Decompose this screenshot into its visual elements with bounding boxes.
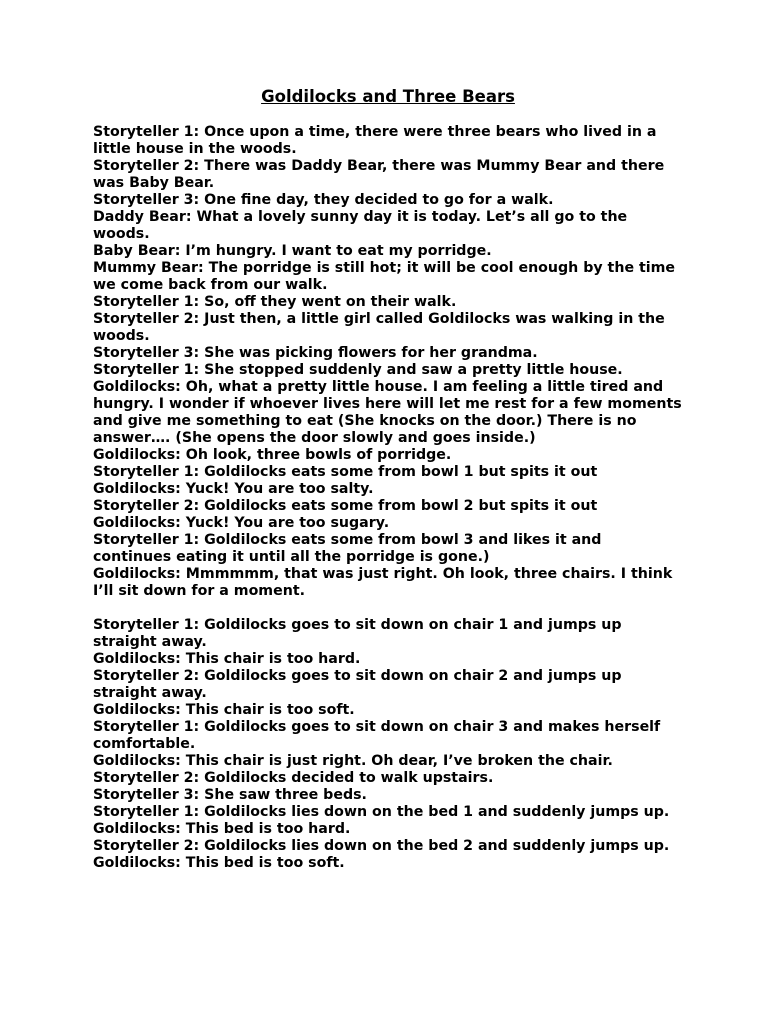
script-line: Mummy Bear: The porridge is still hot; it will be cool enough by the time we come back from our walk. <box>93 260 676 293</box>
script-line: Goldilocks: This chair is just right. Oh dear, I’ve broken the chair. <box>93 753 613 769</box>
script-line: Storyteller 3: She saw three beds. <box>93 787 367 803</box>
script-body <box>93 124 683 872</box>
script-line: Storyteller 1: Goldilocks goes to sit down on chair 3 and makes herself comfortable. <box>93 719 661 752</box>
script-line: Baby Bear: I’m hungry. I want to eat my porridge. <box>93 243 492 259</box>
script-line: Storyteller 1: Goldilocks goes to sit down on chair 1 and jumps up straight away. <box>93 617 622 650</box>
script-line: Daddy Bear: What a lovely sunny day it is today. Let’s all go to the woods. <box>93 209 628 242</box>
script-line: Storyteller 1: So, off they went on their walk. <box>93 294 457 310</box>
script-line: Storyteller 2: Goldilocks lies down on the bed 2 and suddenly jumps up. <box>93 838 670 854</box>
script-line: Storyteller 1: She stopped suddenly and saw a pretty little house. <box>93 362 623 378</box>
script-line: Storyteller 2: Goldilocks goes to sit down on chair 2 and jumps up straight away. <box>93 668 622 701</box>
document-page <box>93 86 683 872</box>
script-line: Goldilocks: Oh look, three bowls of porridge. <box>93 447 452 463</box>
script-line: Goldilocks: Oh, what a pretty little house. I am feeling a little tired and hungry. I wonder if whoever lives here will let me rest for a few moments and give me something to eat (She knocks on the door.) There is no answer…. (She opens the door slowly and goes inside.) <box>93 379 682 446</box>
script-line: Goldilocks: This bed is too soft. <box>93 855 345 871</box>
script-line: Goldilocks: Yuck! You are too sugary. <box>93 515 390 531</box>
script-line: Storyteller 3: She was picking flowers for her grandma. <box>93 345 538 361</box>
script-line: Storyteller 1: Goldilocks eats some from bowl 3 and likes it and continues eating it until all the porridge is gone.) <box>93 532 602 565</box>
script-line: Goldilocks: This bed is too hard. <box>93 821 351 837</box>
script-line: Goldilocks: This chair is too hard. <box>93 651 361 667</box>
document-title: Goldilocks and Three Bears <box>261 87 515 106</box>
script-line: Storyteller 2: Just then, a little girl called Goldilocks was walking in the woods. <box>93 311 665 344</box>
script-line: Storyteller 3: One fine day, they decided to go for a walk. <box>93 192 554 208</box>
script-line: Goldilocks: Yuck! You are too salty. <box>93 481 374 497</box>
script-line: Storyteller 1: Goldilocks eats some from bowl 1 but spits it out <box>93 464 598 480</box>
script-line: Storyteller 1: Goldilocks lies down on the bed 1 and suddenly jumps up. <box>93 804 670 820</box>
blank-line <box>93 600 683 617</box>
script-line: Storyteller 1: Once upon a time, there were three bears who lived in a little house in the woods. <box>93 124 657 157</box>
script-line: Goldilocks: Mmmmmm, that was just right. Oh look, three chairs. I think I’ll sit down for a moment. <box>93 566 673 599</box>
script-line: Goldilocks: This chair is too soft. <box>93 702 355 718</box>
script-line: Storyteller 2: There was Daddy Bear, there was Mummy Bear and there was Baby Bear. <box>93 158 665 191</box>
script-line: Storyteller 2: Goldilocks eats some from bowl 2 but spits it out <box>93 498 598 514</box>
script-line: Storyteller 2: Goldilocks decided to walk upstairs. <box>93 770 494 786</box>
